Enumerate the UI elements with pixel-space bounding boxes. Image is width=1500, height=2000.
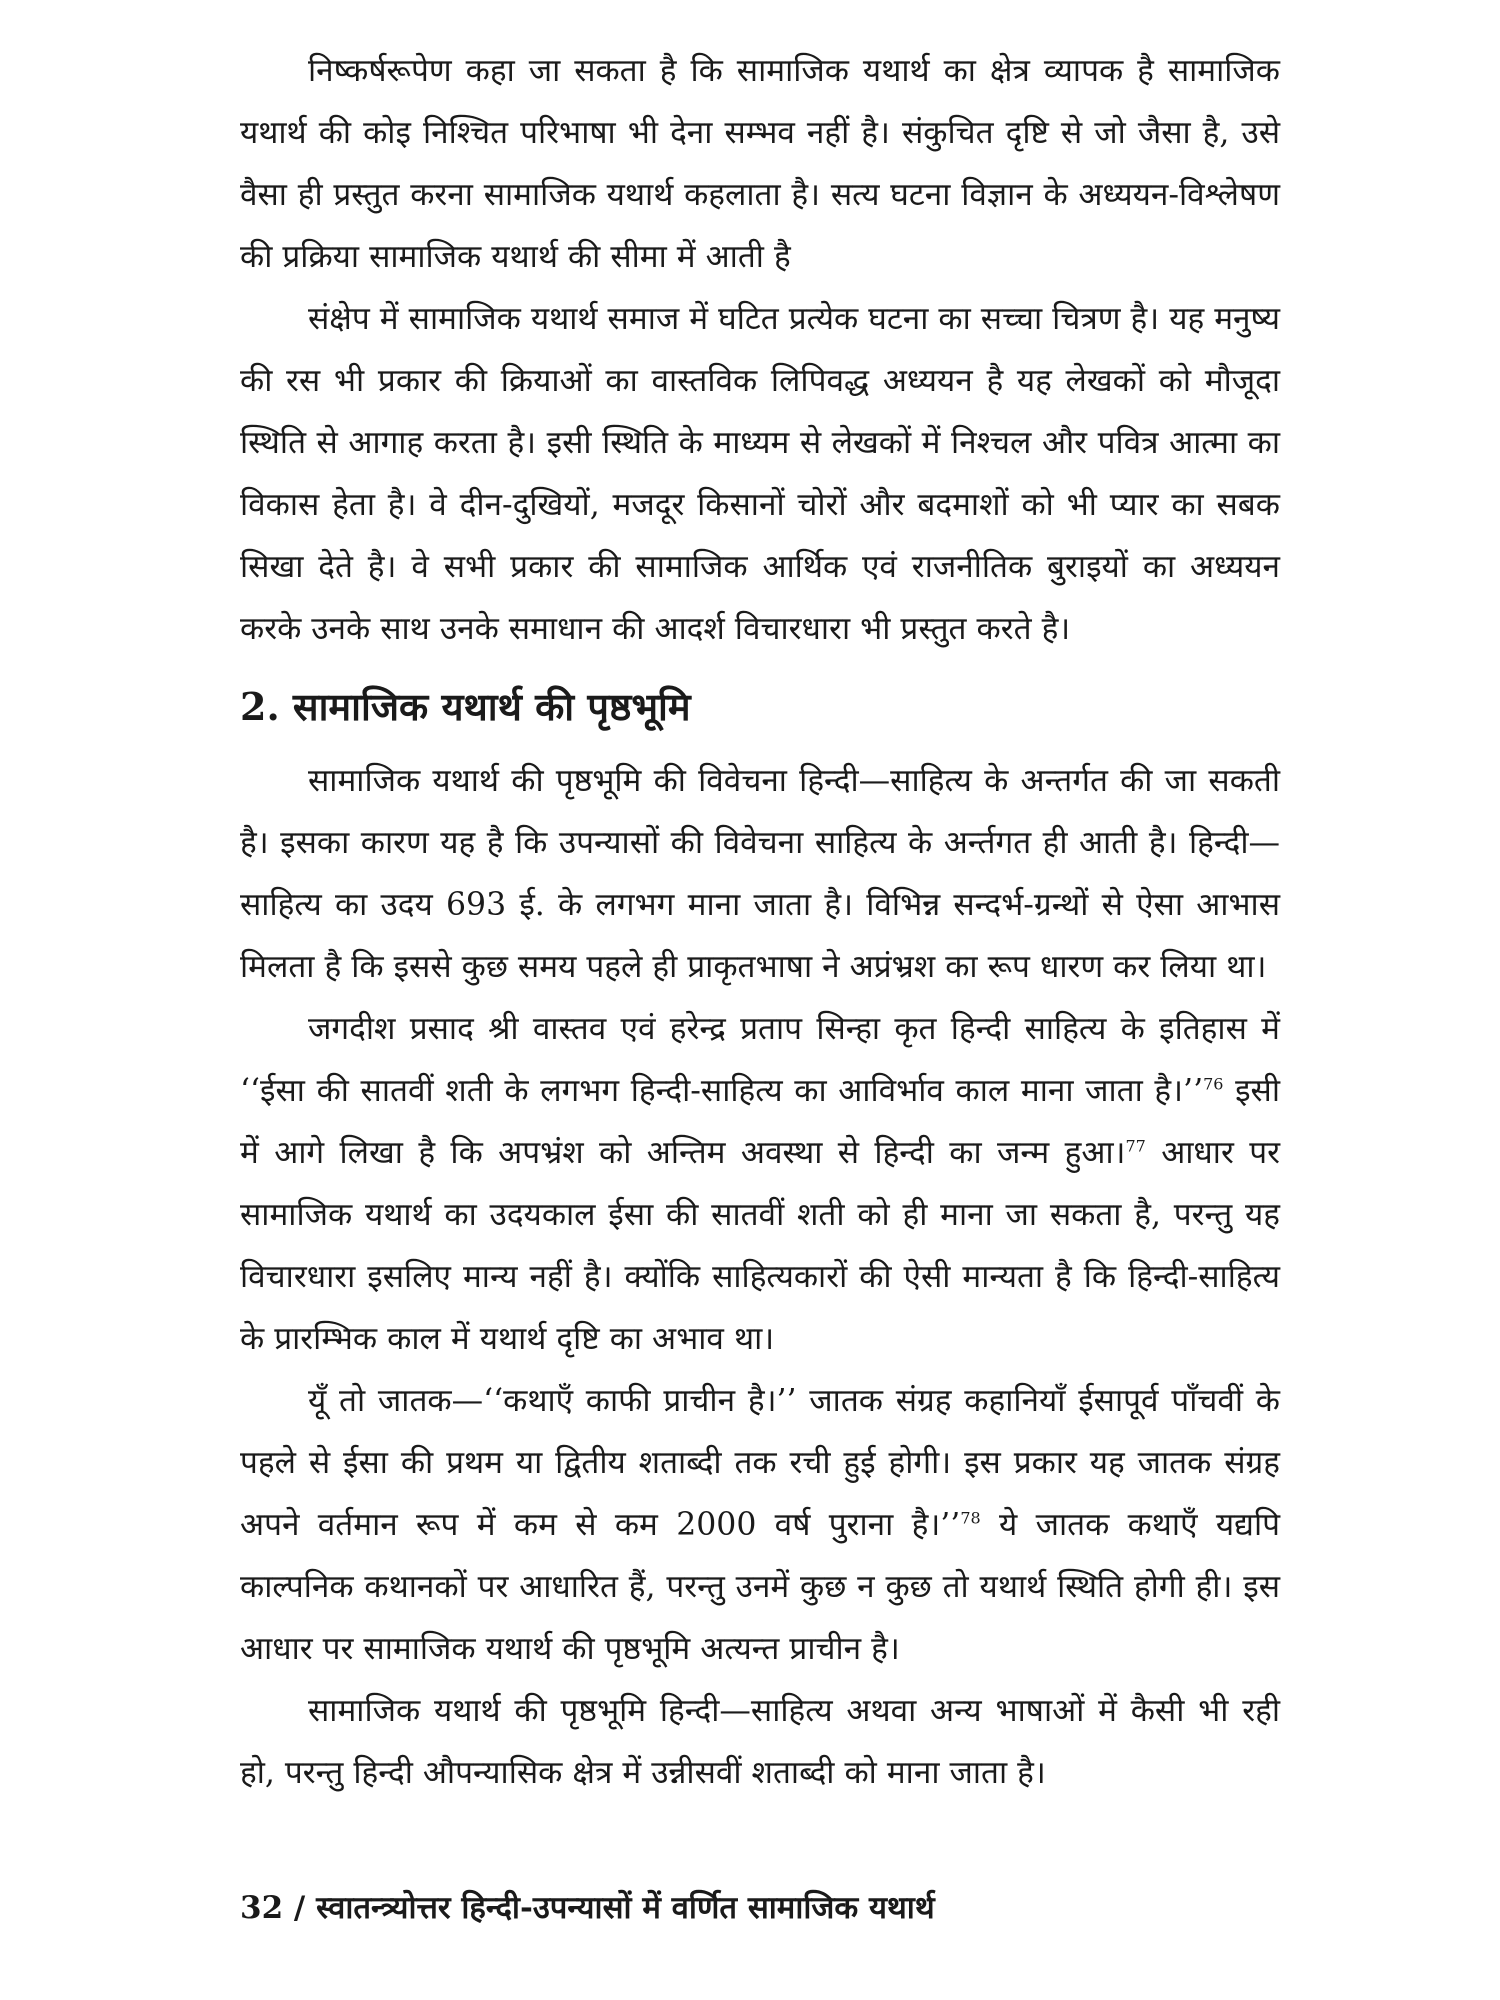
paragraph-history-part-3: आधार पर सामाजिक यथार्थ का उदयकाल ईसा की सातवीं शती को ही माना जा सकता है, परन्तु यह विचारधारा इसलिए मान्य नहीं है। क्योंकि साहित्यकारों की ऐसी मान्यता है कि हिन्दी-साहित्य के प्रारम्भिक काल में यथार्थ दृष्टि का अभाव था। (240, 1135, 1280, 1357)
book-title: स्वातन्त्र्योत्तर हिन्दी-उपन्यासों में वर्णित सामाजिक यथार्थ (316, 1890, 935, 1926)
paragraph-summary: संक्षेप में सामाजिक यथार्थ समाज में घटित प्रत्येक घटना का सच्चा चित्रण है। यह मनुष्य की रस भी प्रकार की क्रियाओं का वास्तविक लिपिवद्ध अध्ययन है यह लेखकों को मौजूदा स्थिति से आगाह करता है। इसी स्थिति के माध्यम से लेखकों में निश्चल और पवित्र आत्मा का विकास हेता है। वे दीन-दुखियों, मजदूर किसानों चोरों और बदमाशों को भी प्यार का सबक सिखा देते है। वे सभी प्रकार की सामाजिक आर्थिक एवं राजनीतिक बुराइयों का अध्ययन करके उनके साथ उनके समाधान की आदर्श विचारधारा भी प्रस्तुत करते है। (240, 301, 1280, 647)
section-heading: 2. सामाजिक यथार्थ की पृष्ठभूमि (240, 684, 691, 729)
paragraph-history-part-1: जगदीश प्रसाद श्री वास्तव एवं हरेन्द्र प्रताप सिन्हा कृत हिन्दी साहित्य के इतिहास में ‘‘ईसा की सातवीं शती के लगभग हिन्दी-साहित्य का आविर्भाव काल माना जाता है।’’ (240, 1011, 1280, 1109)
paragraph-conclusion: निष्कर्षरूपेण कहा जा सकता है कि सामाजिक यथार्थ का क्षेत्र व्यापक है सामाजिक यथार्थ की कोइ निश्चित परिभाषा भी देना सम्भव नहीं है। संकुचित दृष्टि से जो जैसा है, उसे वैसा ही प्रस्तुत करना सामाजिक यथार्थ कहलाता है। सत्य घटना विज्ञान के अध्ययन-विश्लेषण की प्रक्रिया सामाजिक यथार्थ की सीमा में आती है (240, 53, 1280, 275)
paragraph-closing: सामाजिक यथार्थ की पृष्ठभूमि हिन्दी—साहित्य अथवा अन्य भाषाओं में कैसी भी रही हो, परन्तु हिन्दी औपन्यासिक क्षेत्र में उन्नीसवीं शताब्दी को माना जाता है। (240, 1693, 1280, 1791)
paragraph-jataka-part-1: यूँ तो जातक—‘‘कथाएँ काफी प्राचीन है।’’ जातक संग्रह कहानियाँ ईसापूर्व पाँचवीं के पहले से ईसा की प्रथम या द्वितीय शताब्दी तक रची हुई होगी। इस प्रकार यह जातक संग्रह अपने वर्तमान रूप में कम से कम 2000 वर्ष पुराना है।’’ (240, 1383, 1280, 1543)
footnote-marker-78: 78 (960, 1508, 981, 1528)
footnote-marker-76: 76 (1203, 1074, 1224, 1094)
page-number: 32 (240, 1890, 284, 1926)
footer-separator: / (283, 1890, 317, 1926)
paragraph-jataka-part-2: ये जातक कथाएँ यद्यपि काल्पनिक कथानकों पर आधारित हैं, परन्तु उनमें कुछ न कुछ तो यथार्थ स्थिति होगी ही। इस आधार पर सामाजिक यथार्थ की पृष्ठभूमि अत्यन्त प्राचीन है। (240, 1507, 1280, 1667)
paragraph-history-part-2: इसी में आगे लिखा है कि अपभ्रंश को अन्तिम अवस्था से हिन्दी का जन्म हुआ। (240, 1073, 1280, 1171)
page-footer (240, 1888, 1280, 1928)
paragraph-history (240, 998, 1280, 1370)
paragraph-jataka (240, 1370, 1280, 1680)
footnote-marker-77: 77 (1125, 1136, 1146, 1156)
page-body (240, 40, 1280, 1804)
paragraph-background: सामाजिक यथार्थ की पृष्ठभूमि की विवेचना हिन्दी—साहित्य के अन्तर्गत की जा सकती है। इसका कारण यह है कि उपन्यासों की विवेचना साहित्य के अर्न्तगत ही आती है। हिन्दी—साहित्य का उदय 693 ई. के लगभग माना जाता है। विभिन्न सन्दर्भ-ग्रन्थों से ऐसा आभास मिलता है कि इससे कुछ समय पहले ही प्राकृतभाषा ने अप्रंभ्रश का रूप धारण कर लिया था। (240, 763, 1280, 985)
